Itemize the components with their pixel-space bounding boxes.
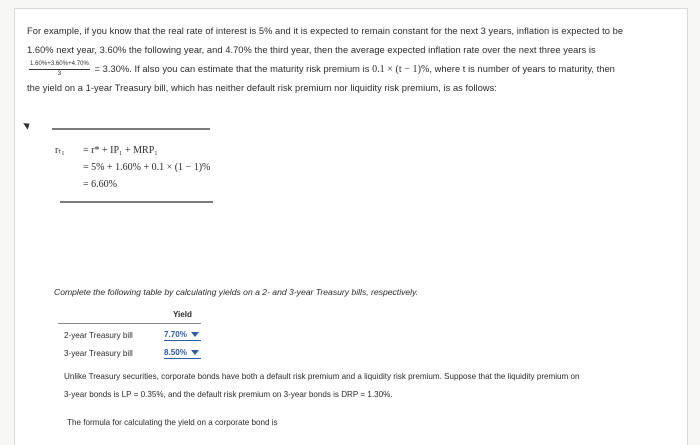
equation-bottom-rule <box>60 201 213 203</box>
equation-line-1: = r* + IP₁ + MRP₁ <box>83 145 158 156</box>
equation-lhs: rₜ₁ <box>55 145 65 156</box>
intro-line-3a: = 3.30%. If also you can estimate that the maturity risk premium is <box>94 64 370 74</box>
corporate-line-2: 3-year bonds is LP = 0.35%, and the default risk premium on 3-year bonds is DRP = 1.30%. <box>64 390 393 399</box>
table-header-row <box>58 310 201 324</box>
formula-prompt: The formula for calculating the yield on a corporate bond is <box>67 418 278 427</box>
table-row <box>58 342 201 360</box>
table-header-blank <box>58 310 164 324</box>
intro-paragraph <box>27 22 677 98</box>
equation-line-3: = 6.60% <box>83 179 117 190</box>
yield-2yr-value: 7.70% <box>164 330 187 339</box>
table-instruction: Complete the following table by calculating yields on a 2- and 3-year Treasury bills, respectively. <box>54 287 419 297</box>
fraction-denominator: 3 <box>57 71 62 78</box>
intro-line-3b: , where t is number of years to maturity, then <box>429 64 615 74</box>
row-label-2yr: 2-year Treasury bill <box>64 331 133 340</box>
chevron-down-icon <box>191 332 199 337</box>
yield-3yr-value: 8.50% <box>164 348 187 357</box>
inflation-average-fraction <box>29 60 90 79</box>
intro-line-1: For example, if you know that the real rate of interest is 5% and it is expected to remain constant for the next 3 years, inflation is expected to be <box>27 26 624 36</box>
yield-2yr-dropdown[interactable] <box>164 330 201 341</box>
yield-table <box>58 310 201 360</box>
maturity-premium-expression: 0.1 × (t − 1)% <box>372 64 430 75</box>
equation-line-2: = 5% + 1.60% + 0.1 × (1 − 1)% <box>83 162 211 173</box>
yield-3yr-dropdown[interactable] <box>164 348 201 359</box>
equation-top-rule <box>52 128 210 130</box>
intro-line-4: the yield on a 1-year Treasury bill, which has neither default risk premium nor liquidity risk premium, is as follows: <box>27 83 497 94</box>
corporate-line-1: Unlike Treasury securities, corporate bonds have both a default risk premium and a liquidity risk premium. Suppose that the liquidity premium on <box>64 372 580 381</box>
row-yield-2yr <box>164 324 201 343</box>
chevron-down-icon <box>191 350 199 355</box>
fraction-numerator: 1.60%+3.60%+4.70% <box>29 60 90 70</box>
row-yield-3yr <box>164 342 201 360</box>
intro-line-2: 1.60% next year, 3.60% the following year, and 4.70% the third year, then the average expected inflation rate over the next three years is <box>27 45 596 55</box>
table-header-yield: Yield <box>164 310 201 324</box>
row-label-3yr: 3-year Treasury bill <box>64 349 133 358</box>
table-row <box>58 324 201 343</box>
corporate-bonds-paragraph <box>64 368 674 404</box>
